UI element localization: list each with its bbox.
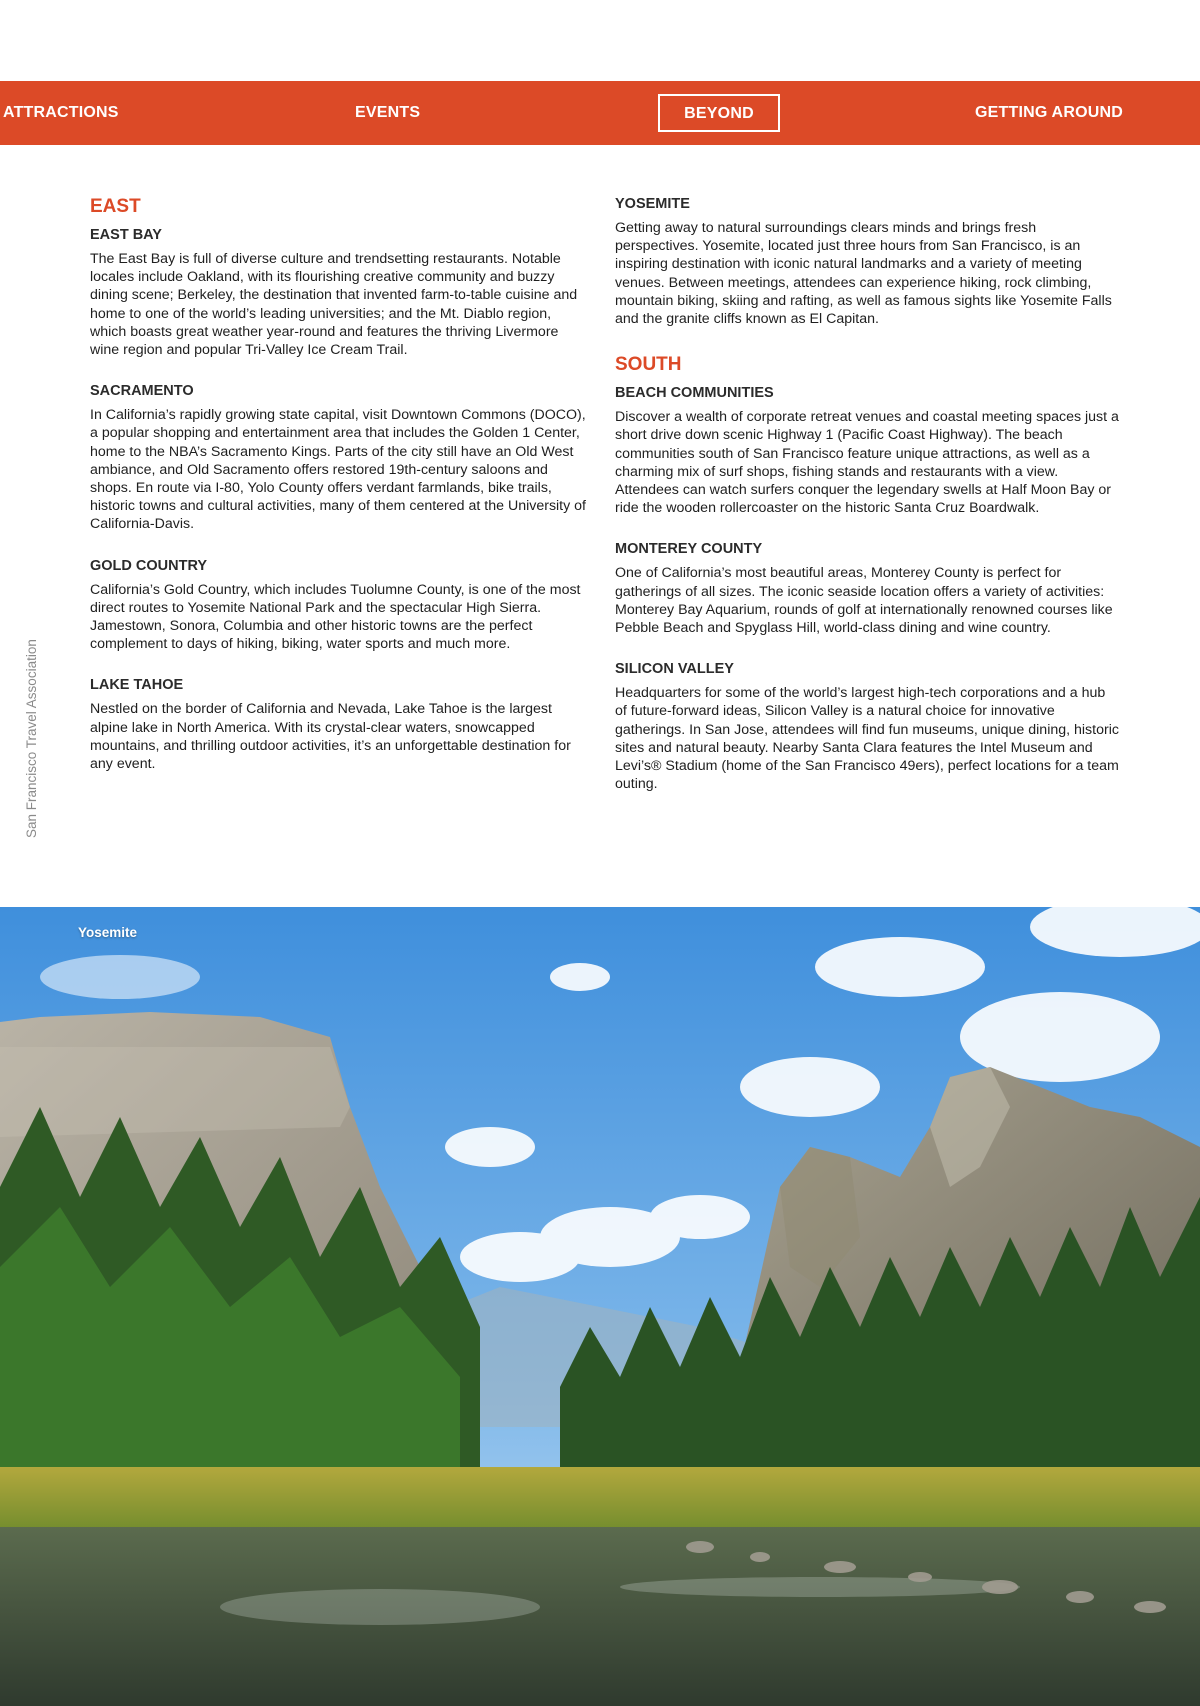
section-body: Getting away to natural surroundings clears minds and brings fresh perspectives. Yosemite, located just three hours from San Francisco, is an inspiring destination with iconic natural landmarks and a variety of meeting venues. Between meetings, attendees can experience hiking, rock climbing, mountain biking, skiing and rafting, as well as famous sights like Yosemite Falls and the granite cliffs known as El Capitan. [615,220,1112,328]
section-silicon-valley [615,661,1120,793]
section-nav-bar [0,81,1200,145]
nav-tab-attractions[interactable]: ATTRACTIONS [3,104,119,121]
section-title: EAST BAY [90,227,162,243]
section-body: Discover a wealth of corporate retreat venues and coastal meeting spaces just a short drive down scenic Highway 1 (Pacific Coast Highway). The beach communities south of San Francisco feature unique attractions, as well as a charming mix of surf shops, fishing stands and restaurants with a view. Attendees can watch surfers conquer the legendary swells at Half Moon Bay or ride the wooden rollercoaster on the historic Santa Cruz Boardwalk. [615,409,1119,517]
section-monterey-county [615,541,1120,637]
sidebar-credit [24,639,44,858]
yosemite-photo [0,907,1200,1706]
section-beach-communities [615,385,1120,517]
section-body: California’s Gold Country, which includes Tuolumne County, is one of the most direct routes to Yosemite National Park and the spectacular High Sierra. Jamestown, Sonora, Columbia and other historic towns are the perfect complement to days of hiking, biking, water sports and much more. [90,581,581,653]
section-title: SILICON VALLEY [615,661,734,678]
section-yosemite [615,196,1120,328]
section-title: LAKE TAHOE [90,677,184,694]
section-body: The East Bay is full of diverse culture and trendsetting restaurants. Notable locales include Oakland, with its flourishing creative community and buzzy dining scene; Berkeley, the destination that invented farm-to-table cuisine and home to one of the world’s leading universities; and the Mt. Diablo region, which boasts great weather year-round and features the thriving Livermore wine region and popular Tri-Valley Ice Cream Trail. [90,251,578,359]
region-heading-east: EAST [90,196,141,217]
section-body: In California’s rapidly growing state capital, visit Downtown Commons (DOCO), a popular shopping and entertainment area that includes the Golden 1 Center, home to the NBA’s Sacramento Kings. Parts of the city still have an Old West ambiance, and Old Sacramento offers restored 19th-century saloons and shops. En route via I-80, Yolo County offers verdant farmlands, bike trails, historic towns and cultural activities, many of them centered at the University of California-Davis. [90,407,586,533]
section-sacramento [90,383,590,533]
region-heading-south: SOUTH [615,354,682,376]
right-column [615,196,1120,817]
nav-tab-beyond[interactable]: BEYOND [658,94,780,132]
section-lake-tahoe [90,677,590,773]
section-title: YOSEMITE [615,196,690,212]
sidebar-credit-text: San Francisco Travel Association [24,639,39,838]
section-gold-country [90,558,590,654]
section-body: Headquarters for some of the world’s largest high-tech corporations and a hub of future-forward ideas, Silicon Valley is a natural choice for innovative gatherings. In San Jose, attendees will find fun museums, unique dining, historic sites and natural beauty. Nearby Santa Clara features the Intel Museum and Levi’s® Stadium (home of the San Francisco 49ers), perfect locations for a team outing. [615,685,1119,793]
section-title: GOLD COUNTRY [90,557,208,574]
section-body: One of California’s most beautiful areas, Monterey County is perfect for gatherings of all sizes. The iconic seaside location offers a variety of activities: Monterey Bay Aquarium, rounds of golf at internationally renowned courses like Pebble Beach and Spyglass Hill, world-class dining and wine country. [615,565,1113,637]
section-east-bay [90,227,590,359]
left-column [90,196,590,797]
photo-caption: Yosemite [78,925,138,940]
section-title: SACRAMENTO [90,383,194,400]
nav-tab-getting-around[interactable]: GETTING AROUND [975,104,1123,121]
section-title: BEACH COMMUNITIES [615,385,774,402]
nav-tab-events[interactable]: EVENTS [355,104,421,121]
section-title: MONTEREY COUNTY [615,541,763,558]
section-body: Nestled on the border of California and Nevada, Lake Tahoe is the largest alpine lake in North America. With its crystal-clear waters, snowcapped mountains, and thrilling outdoor activities, it’s an unforgettable destination for any event. [90,701,571,773]
